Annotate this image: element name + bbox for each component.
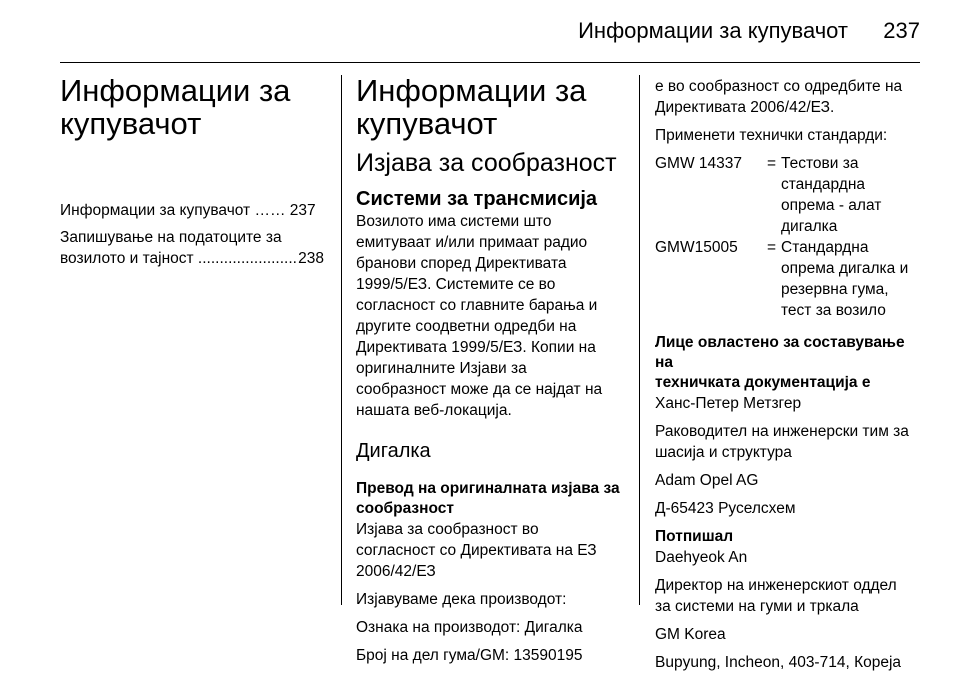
text-line: бранови според Директивата <box>356 255 567 272</box>
text-line: 2006/42/ЕЗ <box>356 563 436 580</box>
heading-line: сообразност <box>356 500 454 517</box>
text-line: Директивата 2006/42/ЕЗ. <box>655 99 835 116</box>
signer-address: Bupyung, Incheon, 403-714, Кореја <box>655 654 902 671</box>
signed-by-heading: Потпишал <box>655 528 734 545</box>
part-number: Број на дел гума/GM: 13590195 <box>356 647 583 664</box>
signer-company: GM Korea <box>655 626 726 643</box>
standard-code: GMW15005 <box>655 239 738 256</box>
page-number: 237 <box>883 18 920 43</box>
translation-heading <box>356 479 622 519</box>
signer-role: Директор на инженерскиот оддел за системи на гуми и тркала <box>655 577 897 615</box>
heading-line: Превод на оригиналната изјава за <box>356 480 620 497</box>
applied-standards-label: Применети технички стандарди: <box>655 127 888 144</box>
text-line: емитуваат и/или примаат радио <box>356 234 588 251</box>
text-line: Изјава за сообразност во <box>356 521 539 538</box>
heading-line: Лице овластено за составување на <box>655 334 905 371</box>
product-label: Ознака на производот: Дигалка <box>356 619 583 636</box>
toc-item-page: 237 <box>289 202 316 219</box>
toc-item-label: Информации за купувачот <box>60 202 251 219</box>
toc-item-label: Запишување на податоците за <box>60 229 282 246</box>
declaration-text <box>356 519 622 582</box>
column-divider-1 <box>341 75 342 605</box>
standard-eq: = <box>767 155 777 172</box>
standard-eq: = <box>767 239 777 256</box>
toc-item-label-cont: возилото и тајност <box>60 250 194 267</box>
section-title: Информации за купувачот <box>356 73 587 141</box>
standards-table <box>655 153 922 321</box>
heading-line: техничката документација е <box>655 374 871 391</box>
running-header-title: Информации за купувачот <box>578 18 848 43</box>
transmission-text <box>356 211 622 421</box>
column-2 <box>356 74 622 666</box>
standard-description: Стандардна опрема дигалка и резервна гума, тест за возило <box>781 239 909 319</box>
toc-item[interactable] <box>60 200 324 221</box>
transmission-heading: Системи за трансмисија <box>356 188 598 210</box>
company-address: Д-65423 Руселсхем <box>655 500 796 517</box>
column-1 <box>60 74 324 269</box>
signer-name: Daehyeok An <box>655 549 748 566</box>
text-line: Директивата 1999/5/ЕЗ. Копии на <box>356 339 596 356</box>
toc-item-page: 238 <box>298 250 324 267</box>
text-line: согласност со Директивата на ЕЗ <box>356 542 597 559</box>
text-line: сообразност може да се најдат на <box>356 381 603 398</box>
standard-description: Тестови за стандардна опрема - алат дигалка <box>781 155 882 235</box>
jack-heading: Дигалка <box>356 440 431 462</box>
column-divider-2 <box>639 75 640 605</box>
authorized-name: Ханс-Петер Метзгер <box>655 395 802 412</box>
toc-item[interactable] <box>60 227 324 269</box>
text-line: Возилото има системи што <box>356 213 552 230</box>
text-line: оригиналните Изјави за <box>356 360 527 377</box>
declare-text: Изјавуваме дека производот: <box>356 591 567 608</box>
text-line: 1999/5/ЕЗ. Системите се во <box>356 276 556 293</box>
authorized-person-heading <box>655 333 922 393</box>
toc-leader: …… <box>254 202 286 219</box>
authorized-role: Раководител на инженерски тим за шасија и структура <box>655 423 909 461</box>
text-line: нашата веб-локација. <box>356 402 512 419</box>
toc-leader <box>198 248 298 269</box>
table-of-contents <box>60 200 324 269</box>
text-line: е во сообразност со одредбите на <box>655 78 903 95</box>
header-divider <box>60 62 920 63</box>
company-name: Adam Opel AG <box>655 472 759 489</box>
chapter-title: Информации за купувачот <box>60 73 291 141</box>
text-line: другите соодветни одредби на <box>356 318 577 335</box>
section-subtitle: Изјава за сообразност <box>356 149 617 177</box>
standard-code: GMW 14337 <box>655 155 743 172</box>
column-3 <box>655 76 922 673</box>
text-line: согласност со главните барања и <box>356 297 598 314</box>
